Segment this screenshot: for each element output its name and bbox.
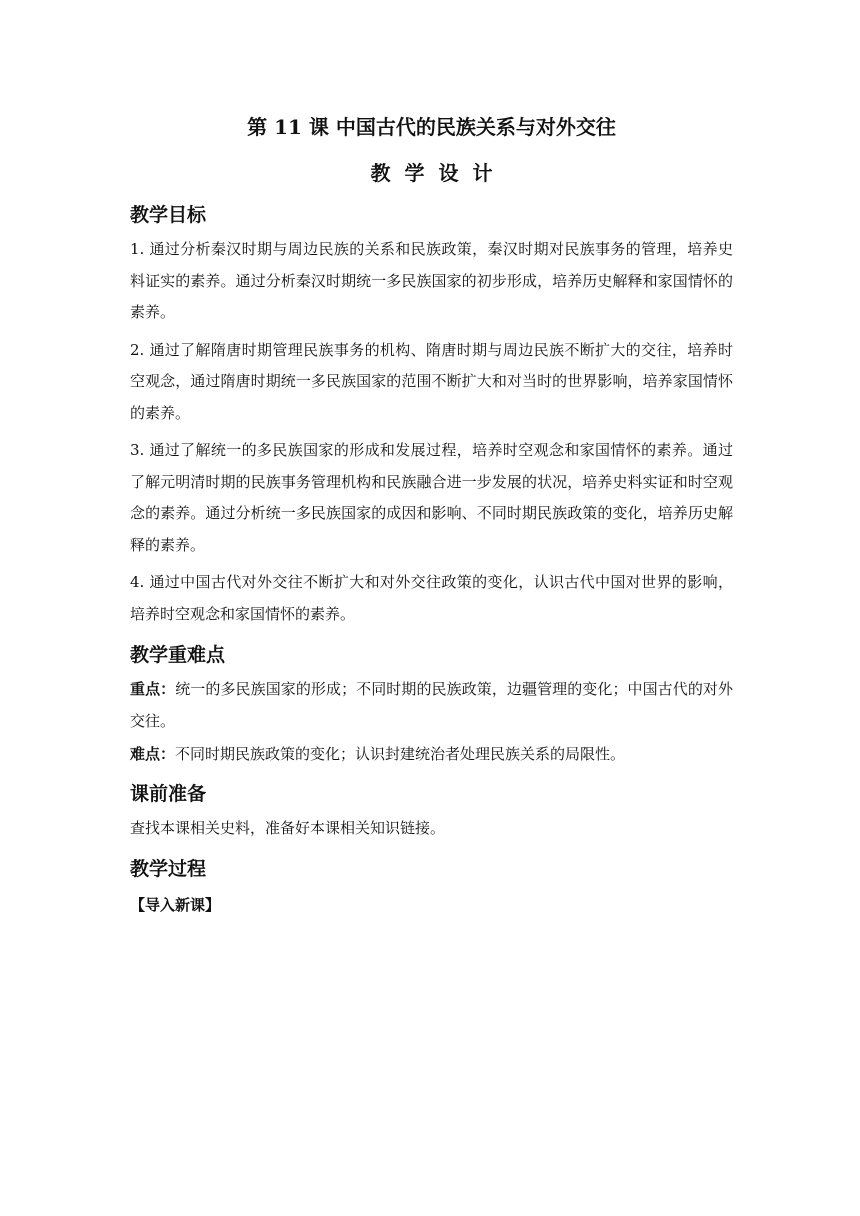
- process-step-intro: 【导入新课】: [130, 896, 221, 914]
- objectives-heading: 教学目标: [130, 204, 207, 226]
- objective-item-2: 2. 通过了解隋唐时期管理民族事务的机构、隋唐时期与周边民族不断扩大的交往，培养时空观念，通过隋唐时期统一多民族国家的范围不断扩大和对当时的世界影响，培养家国情怀的素养。: [130, 340, 733, 422]
- objective-item-4: 4. 通过中国古代对外交往不断扩大和对外交往政策的变化，认识古代中国对世界的影响，培养时空观念和家国情怀的素养。: [130, 573, 733, 623]
- preparation-heading: 课前准备: [130, 782, 207, 805]
- document-content: [130, 112, 733, 920]
- process-heading: 教学过程: [130, 858, 207, 880]
- document-title: 第 11 课 中国古代的民族关系与对外交往: [247, 115, 616, 139]
- difficulty-paragraph: [130, 739, 733, 771]
- difficulty-text: 不同时期民族政策的变化；认识封建统治者处理民族关系的局限性。: [175, 745, 626, 763]
- key-point-paragraph: [130, 674, 733, 737]
- keypoints-heading: 教学重难点: [130, 644, 226, 666]
- objective-item-1: 1. 通过分析秦汉时期与周边民族的关系和民族政策，秦汉时期对民族事务的管理，培养史料证实的素养。通过分析秦汉时期统一多民族国家的初步形成，培养历史解释和家国情怀的素养。: [130, 240, 733, 321]
- document-subtitle: 教学设计: [370, 161, 507, 185]
- difficulty-label: 难点：: [130, 745, 176, 763]
- objective-item-3: 3. 通过了解统一的多民族国家的形成和发展过程，培养时空观念和家国情怀的素养。通过了解元明清时期的民族事务管理机构和民族融合进一步发展的状况，培养史料实证和时空观念的素养。通过分析统一多民族国家的成因和影响、不同时期民族政策的变化，培养历史解释的素养。: [130, 441, 733, 554]
- key-point-label: 重点：: [130, 680, 176, 698]
- key-point-text: 统一的多民族国家的形成；不同时期的民族政策，边疆管理的变化；中国古代的对外交往。: [130, 680, 733, 730]
- preparation-text: 查找本课相关史料，准备好本课相关知识链接。: [130, 818, 446, 837]
